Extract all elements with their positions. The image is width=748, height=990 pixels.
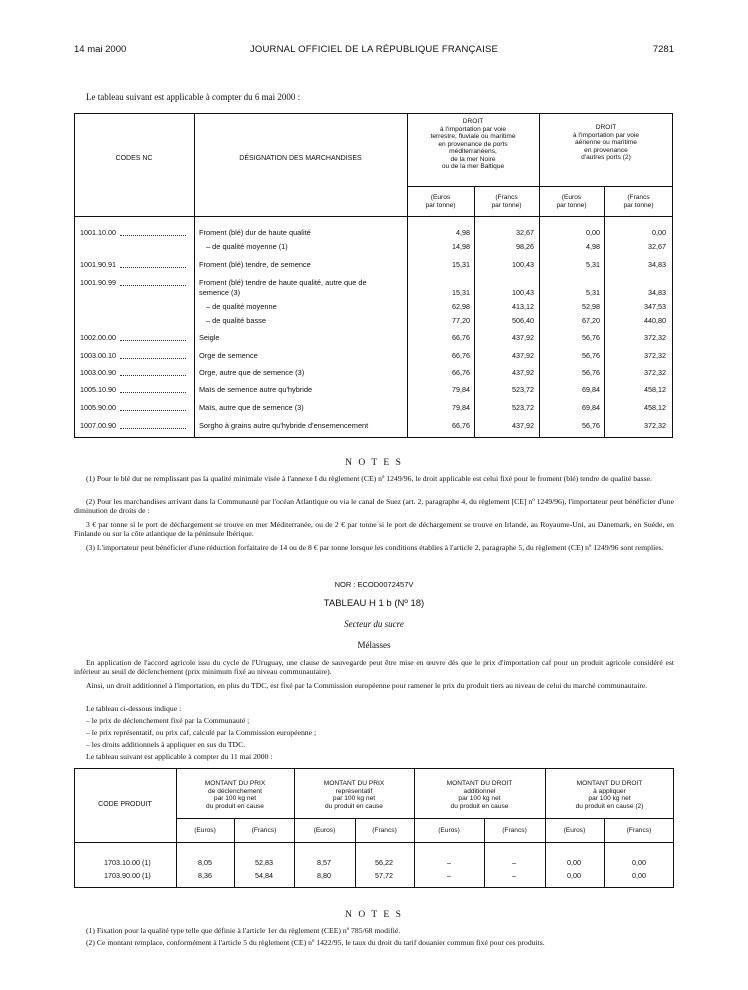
table-row-code: 1001.10.00 (80, 228, 116, 237)
sector-title: Secteur du sucre (344, 619, 404, 629)
table-cell-value: – (512, 871, 516, 880)
table-cell-value: – (447, 871, 451, 880)
unit-header: (Euros par tonne) (556, 194, 587, 209)
table-cell-value: 69,84 (582, 403, 600, 412)
table-cell-value: 8,36 (198, 871, 212, 880)
col-header-droit-a-appliquer: MONTANT DU DROIT à appliquer par 100 kg net du produit en cause (2) (575, 780, 644, 810)
dot-leader (120, 285, 186, 286)
body-paragraph: En application de l'accord agricole issu du cycle de l'Uruguay, une clause de sauvegarde peut être mise en œuvre dès que le prix d'importation caf pour un produit agricole considéré est inférieur au seuil de déclenchement (prix minimum fixé au niveau communautaire). (74, 658, 674, 677)
table-row-designation: semence (3) (199, 288, 241, 297)
unit-header: (Euros par tonne) (425, 194, 456, 209)
table-cell-value: 32,67 (516, 228, 534, 237)
intro-text: Le tableau suivant est applicable à compter du 6 mai 2000 : (86, 92, 301, 102)
unit-header: (Euros) (313, 827, 336, 834)
unit-header: (Francs) (251, 827, 277, 834)
table-cell-value: 56,22 (375, 858, 393, 867)
col-header-prix-declenchement: MONTANT DU PRIX de déclenchement par 100 kg net du produit en cause (204, 780, 266, 810)
table-cell-value: 54,84 (255, 871, 273, 880)
note-2-1: (1) Fixation pour la qualité type telle que définie à l'article 1er du règlement (CEE) nº 785/68 modifié. (86, 926, 401, 935)
body-paragraph: Le tableau ci-dessous indique : (86, 704, 182, 713)
unit-header: (Francs par tonne) (623, 194, 654, 209)
table-cell-value: 437,92 (512, 351, 534, 360)
table-cell-value: 8,80 (317, 871, 331, 880)
note-1: (1) Pour le blé dur ne remplissant pas la qualité minimale visée à l'annexe I du règlement (CE) nº 1249/96, le droit applicable est celui fixé pour le froment (blé) tendre de qualité basse. (86, 474, 652, 483)
unit-header: (Francs par tonne) (491, 194, 522, 209)
table-cell-value: 372,32 (644, 421, 666, 430)
table-cell-value: 523,72 (512, 385, 534, 394)
table-cell-value: 67,20 (582, 316, 600, 325)
table-row-code: 1703.10.00 (1) (104, 858, 151, 867)
table-cell-value: 57,72 (375, 871, 393, 880)
table-cell-value: 62,98 (452, 302, 470, 311)
table-row-designation: Froment (blé) dur de haute qualité (199, 228, 311, 237)
table-cell-value: 347,53 (644, 302, 666, 311)
table-cell-value: 56,76 (582, 351, 600, 360)
table-cell-value: 5,31 (586, 260, 600, 269)
table-row-code: 1007.00.90 (80, 421, 116, 430)
table-cell-value: 413,12 (512, 302, 534, 311)
unit-header: (Euros) (563, 827, 586, 834)
col-header-prix-representatif: MONTANT DU PRIX représentatif par 100 kg net du produit en cause (323, 780, 385, 810)
table-cell-value: 372,32 (644, 368, 666, 377)
header-title: JOURNAL OFFICIEL DE LA RÉPUBLIQUE FRANÇAISE (249, 44, 499, 55)
tableau-title: TABLEAU H 1 b (Nº 18) (323, 598, 425, 609)
table-cell-value: 0,00 (567, 858, 581, 867)
table-cell-value: 437,92 (512, 333, 534, 342)
table-cell-value: 52,83 (255, 858, 273, 867)
table-cell-value: 79,84 (452, 403, 470, 412)
table-row-designation: Sorgho à grains autre qu'hybride d'ensemencement (199, 421, 369, 430)
list-item: – le prix de déclenchement fixé par la Communauté ; (86, 716, 250, 725)
table-row-code: 1003.00.10 (80, 351, 116, 360)
table-cell-value: 77,20 (452, 316, 470, 325)
table-cell-value: 0,00 (632, 858, 646, 867)
table-cell-value: 15,31 (452, 260, 470, 269)
unit-header: (Francs) (372, 827, 397, 834)
table-cell-value: 98,26 (516, 242, 534, 251)
unit-header: (Euros) (438, 827, 460, 834)
table-row-code: 1703.90.00 (1) (104, 871, 151, 880)
table-cell-value: 458,12 (644, 385, 666, 394)
table-cell-value: 4,98 (456, 228, 470, 237)
table-cell-value: 66,76 (452, 421, 470, 430)
table-cell-value: 0,00 (632, 871, 646, 880)
table-cell-value: 32,67 (648, 242, 666, 251)
table-cell-value: 69,84 (582, 385, 600, 394)
notes-title: N O T E S (345, 458, 403, 468)
body-paragraph: Le tableau suivant est applicable à compter du 11 mai 2000 : (86, 752, 273, 761)
col-header-droit-terrestre: DROIT à l'importation par voie terrestre, fluviale ou maritime en provenance de ports méditerranéens, de la mer Noire ou de la mer Baltique (430, 118, 516, 171)
dot-leader (120, 375, 186, 376)
note-2-2: (2) Ce montant remplace, conformément à l'article 5 du règlement (CE) nº 1422/95, le taux du droit du tarif douanier commun fixé pour ces produits. (86, 938, 545, 947)
table-cell-value: 0,00 (586, 228, 600, 237)
note-2-detail: 3 € par tonne si le port de déchargement se trouve en mer Méditerranée, ou de 2 € par tonne si le port de déchargement se trouve en Irlande, au Royaume-Uni, au Danemark, en Suède, en Finlande ou sur la côte atlantique de la péninsule Ibérique. (74, 520, 674, 539)
table-row-designation: Maïs de semence autre qu'hybride (199, 385, 313, 394)
table-row-code: 1001.90.99 (80, 278, 116, 287)
table-cell-value: 56,76 (582, 421, 600, 430)
table-cell-value: – (512, 858, 516, 867)
table-cell-value: 458,12 (644, 403, 666, 412)
table-cell-value: 0,00 (652, 228, 666, 237)
table-cell-value: 66,76 (452, 368, 470, 377)
dot-leader (120, 267, 186, 268)
table-row-designation: Orge, autre que de semence (3) (199, 368, 305, 377)
unit-header: (Francs) (626, 827, 652, 834)
note-3: (3) L'importateur peut bénéficier d'une réduction forfaitaire de 14 ou de 8 € par tonne lorsque les conditions établies à l'article 2, paragraphe 5, du règlement (CE) nº 1249/96 sont remplies. (86, 543, 664, 552)
table-row-designation: – de qualité basse (206, 316, 266, 325)
table-cell-value: 4,98 (586, 242, 600, 251)
table-row-code: 1005.10.90 (80, 385, 116, 394)
notes-title-2: N O T E S (345, 910, 403, 920)
table-cell-value: 372,32 (644, 333, 666, 342)
table-cell-value: 66,76 (452, 351, 470, 360)
dot-leader (120, 340, 186, 341)
table-row-designation: – de qualité moyenne (1) (206, 242, 288, 251)
table-row-designation: Orge de semence (199, 351, 258, 360)
note-2: (2) Pour les marchandises arrivant dans la Communauté par l'océan Atlantique ou via le canal de Suez (art. 2, paragraphe 4, du règlement [CE] nº 1249/96), l'importateur peut bénéficier d'une diminution de droits de : (74, 497, 674, 516)
col-header-code-produit: CODE PRODUIT (98, 801, 152, 808)
table-cell-value: 372,32 (644, 351, 666, 360)
list-item: – les droits additionnels à appliquer en sus du TDC. (86, 740, 246, 749)
list-item: – le prix représentatif, ou prix caf, calculé par la Commission européenne ; (86, 728, 317, 737)
table-cell-value: 5,31 (586, 288, 600, 297)
table-cell-value: 8,05 (198, 858, 212, 867)
nor-reference: NOR : ECOD0072457V (334, 580, 414, 589)
unit-header: (Francs) (502, 827, 527, 834)
table-row-code: 1001.90.91 (80, 260, 116, 269)
header-date: 14 mai 2000 (74, 44, 127, 55)
table-row-code: 1003.00.90 (80, 368, 116, 377)
dot-leader (120, 358, 186, 359)
table-row-code: 1005.90.00 (80, 403, 116, 412)
table-cell-value: 8,57 (317, 858, 331, 867)
table-cell-value: 100,43 (512, 288, 534, 297)
col-header-designation: DÉSIGNATION DES MARCHANDISES (239, 155, 362, 162)
dot-leader (120, 410, 186, 411)
table-cell-value: 15,31 (452, 288, 470, 297)
table-row-designation: Froment (blé) tendre de haute qualité, autre que de (199, 278, 367, 287)
table-cell-value: 100,43 (512, 260, 534, 269)
dot-leader (120, 428, 186, 429)
col-header-droit-aerien: DROIT à l'importation par voie aérienne ou maritime en provenance d'autres ports (2) (572, 124, 640, 162)
table-row-designation: Froment (blé) tendre, de semence (199, 260, 311, 269)
table-cell-value: 437,92 (512, 421, 534, 430)
table-cell-value: 0,00 (567, 871, 581, 880)
table-cell-value: 66,76 (452, 333, 470, 342)
dot-leader (120, 392, 186, 393)
table-cell-value: 34,83 (648, 260, 666, 269)
table-cell-value: 437,92 (512, 368, 534, 377)
table-cell-value: 14,98 (452, 242, 470, 251)
table-cell-value: 56,76 (582, 368, 600, 377)
header-page-number: 7281 (652, 44, 674, 55)
section-title: Mélasses (357, 640, 391, 650)
table-row-designation: – de qualité moyenne (206, 302, 277, 311)
col-header-codes: CODES NC (115, 155, 153, 162)
dot-leader (120, 235, 186, 236)
table-cell-value: 523,72 (512, 403, 534, 412)
table-cell-value: 79,84 (452, 385, 470, 394)
table-cell-value: 56,76 (582, 333, 600, 342)
table-row-designation: Seigle (199, 333, 220, 342)
table-cell-value: – (447, 858, 451, 867)
table-row-designation: Maïs, autre que de semence (3) (199, 403, 304, 412)
table-row-code: 1002.00.00 (80, 333, 116, 342)
col-header-droit-additionnel: MONTANT DU DROIT additionnel par 100 kg net du produit en cause (446, 780, 513, 810)
table-cell-value: 440,80 (644, 316, 666, 325)
unit-header: (Euros) (194, 827, 216, 834)
table-cell-value: 52,98 (582, 302, 600, 311)
body-paragraph: Ainsi, un droit additionnel à l'importation, en plus du TDC, est fixé par la Commission européenne pour ramener le prix du produit tiers au niveau de celui du marché communautaire. (86, 681, 648, 690)
table-cell-value: 34,83 (648, 288, 666, 297)
table-cell-value: 506,40 (512, 316, 534, 325)
